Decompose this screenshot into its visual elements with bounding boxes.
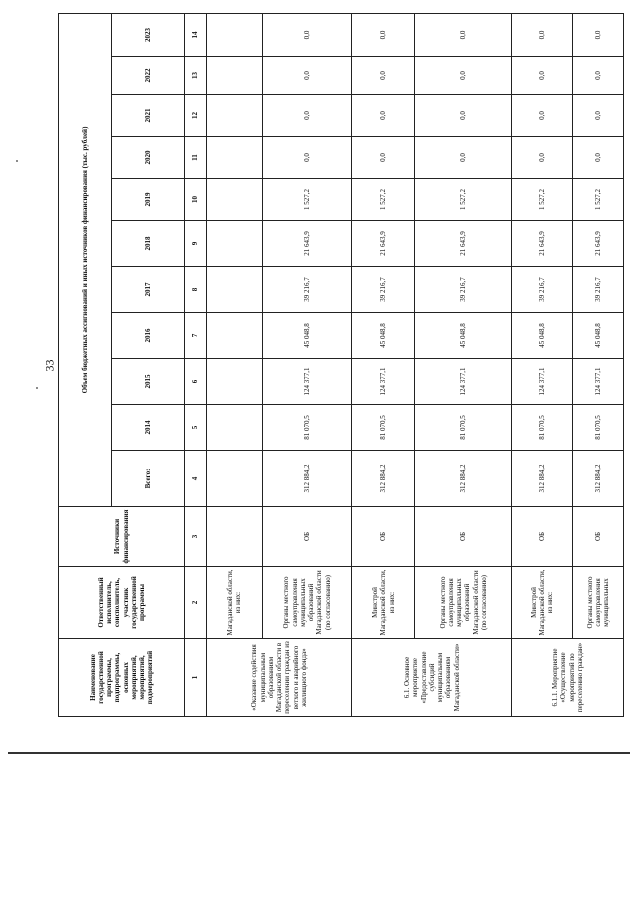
value-cell: 21 643,9 (573, 221, 624, 267)
executor-cell: Органы местного самоуправления муниципальных образований Магаданской области (по согласованию) (415, 567, 512, 639)
header-year: 2017 (112, 267, 185, 313)
value-cell: 0,0 (415, 137, 512, 179)
column-number: 3 (185, 507, 207, 567)
value-cell: 81 070,5 (512, 405, 573, 451)
value-cell (206, 13, 262, 56)
block-name: 6.1.1. Мероприятие «Осуществление мероприятий по переселению граждан» (512, 639, 624, 717)
column-number: 5 (185, 405, 207, 451)
value-cell: 39 216,7 (415, 267, 512, 313)
column-number-row (185, 13, 207, 716)
value-cell: 312 884,2 (352, 451, 415, 507)
value-cell (206, 267, 262, 313)
header-year: 2015 (112, 359, 185, 405)
value-cell: 21 643,9 (415, 221, 512, 267)
value-cell: 45 048,8 (262, 313, 352, 359)
source-cell: ОБ (512, 507, 573, 567)
value-cell: 0,0 (415, 57, 512, 95)
value-cell: 1 527,2 (415, 179, 512, 221)
block-name: «Оказание содействия муниципальным образованиям Магаданской области в переселении граждан из ветхого и аварийного жилищного фонда» (206, 639, 351, 717)
value-cell (206, 137, 262, 179)
header-executor: Ответственный исполнитель, соисполнитель, участник государственной программы (59, 567, 185, 639)
column-number: 12 (185, 95, 207, 137)
value-cell: 0,0 (415, 13, 512, 56)
value-cell: 0,0 (262, 57, 352, 95)
header-row-1 (59, 13, 112, 716)
value-cell: 81 070,5 (573, 405, 624, 451)
value-cell: 39 216,7 (352, 267, 415, 313)
header-year: 2019 (112, 179, 185, 221)
header-year: 2016 (112, 313, 185, 359)
value-cell: 81 070,5 (415, 405, 512, 451)
header-year: 2022 (112, 57, 185, 95)
value-cell: 0,0 (352, 57, 415, 95)
table-row (352, 13, 415, 716)
table-row (512, 13, 573, 716)
header-name: Наименование государственной программы, подпрограммы, основных мероприятий, мероприятий, подмероприятий (59, 639, 185, 717)
table-row (573, 13, 624, 716)
value-cell: 0,0 (573, 13, 624, 56)
value-cell (206, 451, 262, 507)
table-row (262, 13, 352, 716)
value-cell (206, 57, 262, 95)
column-number: 8 (185, 267, 207, 313)
executor-cell: Органы местного самоуправления муниципальных образований Магаданской области (по согласованию) (262, 567, 352, 639)
executor-cell: Магаданской области, из них: (206, 567, 262, 639)
value-cell (206, 313, 262, 359)
column-number: 11 (185, 137, 207, 179)
table-rotated-wrapper (58, 14, 624, 717)
table-rotation (58, 14, 624, 717)
column-number: 1 (185, 639, 207, 717)
executor-cell: Минстрой Магаданской области, из них: (512, 567, 573, 639)
header-year: 2020 (112, 137, 185, 179)
column-number: 9 (185, 221, 207, 267)
value-cell (206, 179, 262, 221)
value-cell: 0,0 (415, 95, 512, 137)
value-cell: 0,0 (352, 137, 415, 179)
executor-cell: Органы местного самоуправления муниципальных (573, 567, 624, 639)
value-cell: 0,0 (262, 95, 352, 137)
value-cell: 312 884,2 (512, 451, 573, 507)
bottom-rule (8, 752, 630, 754)
value-cell: 0,0 (262, 137, 352, 179)
header-year: 2018 (112, 221, 185, 267)
header-funding-group: Объем бюджетных ассигнований и иных источников финансирования (тыс. рублей) (59, 13, 112, 506)
value-cell (206, 359, 262, 405)
value-cell (206, 95, 262, 137)
source-cell: ОБ (415, 507, 512, 567)
column-number: 2 (185, 567, 207, 639)
value-cell: 21 643,9 (512, 221, 573, 267)
scan-speck (36, 387, 38, 389)
column-number: 14 (185, 13, 207, 56)
value-cell (206, 221, 262, 267)
value-cell: 39 216,7 (573, 267, 624, 313)
table-row (415, 13, 512, 716)
value-cell: 0,0 (573, 57, 624, 95)
value-cell: 0,0 (512, 13, 573, 56)
value-cell: 0,0 (262, 13, 352, 56)
value-cell: 0,0 (573, 95, 624, 137)
executor-cell: Минстрой Магаданской области, из них: (352, 567, 415, 639)
source-cell: ОБ (573, 507, 624, 567)
value-cell: 1 527,2 (512, 179, 573, 221)
value-cell: 21 643,9 (352, 221, 415, 267)
value-cell: 312 884,2 (262, 451, 352, 507)
value-cell: 312 884,2 (573, 451, 624, 507)
column-number: 6 (185, 359, 207, 405)
table-row (206, 13, 262, 716)
value-cell: 0,0 (512, 95, 573, 137)
value-cell: 1 527,2 (262, 179, 352, 221)
value-cell: 124 377,1 (415, 359, 512, 405)
header-year: Всего: (112, 451, 185, 507)
column-number: 10 (185, 179, 207, 221)
column-number: 13 (185, 57, 207, 95)
value-cell: 0,0 (573, 137, 624, 179)
value-cell: 39 216,7 (262, 267, 352, 313)
value-cell: 312 884,2 (415, 451, 512, 507)
header-source: Источники финансирования (59, 507, 185, 567)
value-cell: 0,0 (512, 57, 573, 95)
value-cell: 0,0 (352, 13, 415, 56)
value-cell: 0,0 (512, 137, 573, 179)
header-year: 2023 (112, 13, 185, 56)
value-cell: 39 216,7 (512, 267, 573, 313)
value-cell: 1 527,2 (573, 179, 624, 221)
value-cell: 21 643,9 (262, 221, 352, 267)
header-year: 2021 (112, 95, 185, 137)
value-cell: 124 377,1 (573, 359, 624, 405)
value-cell: 124 377,1 (352, 359, 415, 405)
source-cell: ОБ (352, 507, 415, 567)
header-year: 2014 (112, 405, 185, 451)
value-cell: 45 048,8 (415, 313, 512, 359)
value-cell: 81 070,5 (352, 405, 415, 451)
value-cell: 45 048,8 (352, 313, 415, 359)
value-cell: 45 048,8 (512, 313, 573, 359)
page-number: 33 (42, 359, 57, 372)
source-cell (206, 507, 262, 567)
value-cell (206, 405, 262, 451)
value-cell: 1 527,2 (352, 179, 415, 221)
value-cell: 45 048,8 (573, 313, 624, 359)
value-cell: 124 377,1 (512, 359, 573, 405)
source-cell: ОБ (262, 507, 352, 567)
column-number: 4 (185, 451, 207, 507)
column-number: 7 (185, 313, 207, 359)
value-cell: 0,0 (352, 95, 415, 137)
funding-table (58, 13, 624, 717)
block-name: 6.1. Основное мероприятие «Предоставление субсидий муниципальным образованиям Магаданской области» (352, 639, 512, 717)
value-cell: 124 377,1 (262, 359, 352, 405)
scan-speck (16, 160, 18, 162)
value-cell: 81 070,5 (262, 405, 352, 451)
